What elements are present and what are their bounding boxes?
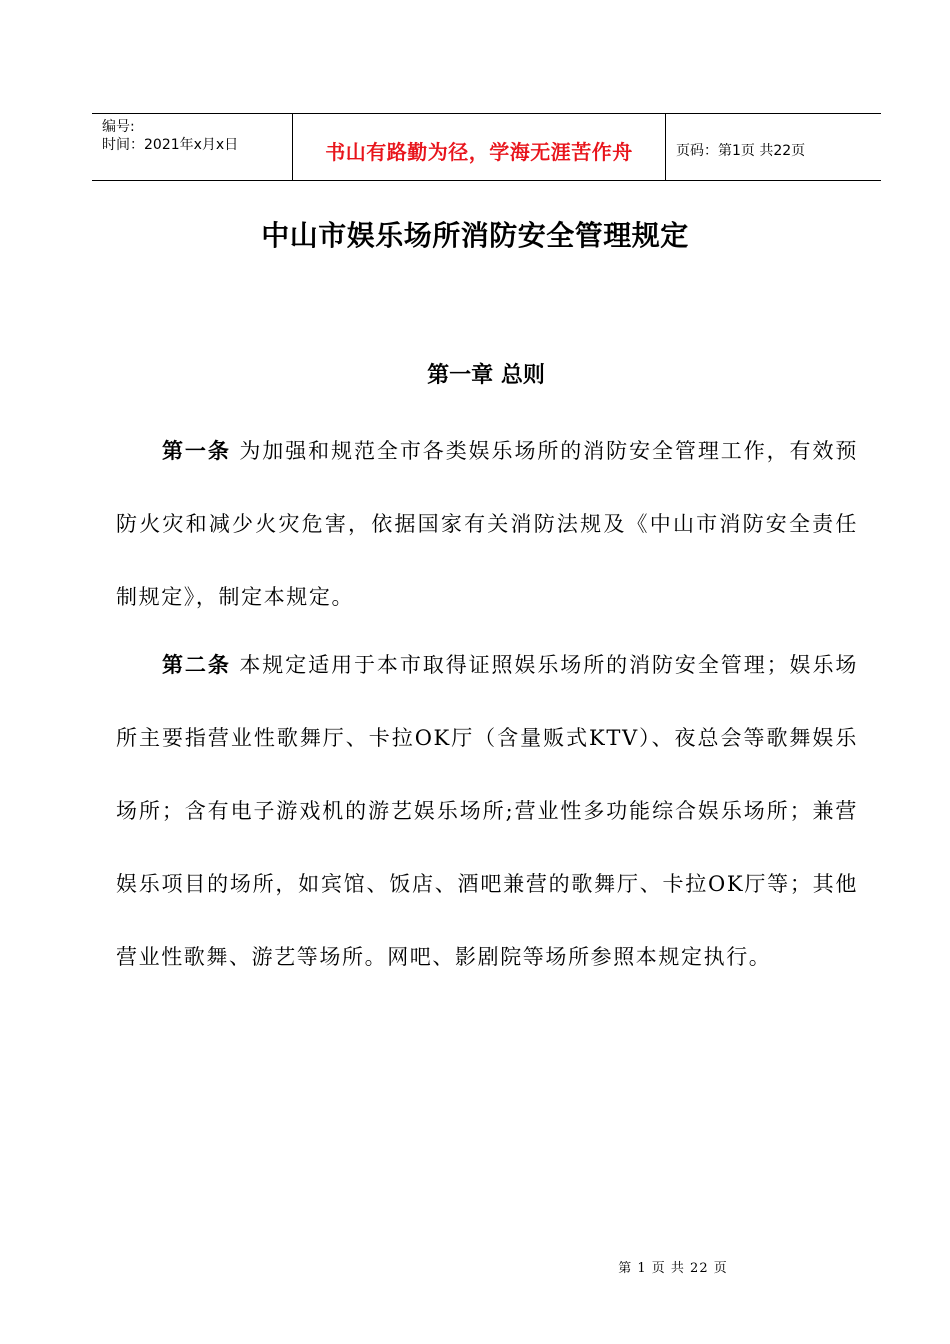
document-title: 中山市娱乐场所消防安全管理规定 — [261, 219, 689, 252]
article-1 — [116, 415, 858, 634]
header-page-info: 页码：第1页 共22页 — [676, 143, 806, 159]
page-footer: 第 1 页 共 22 页 — [618, 1261, 728, 1276]
header-motto: 书山有路勤为径，学海无涯苦作舟 — [325, 139, 633, 164]
article-2 — [116, 629, 858, 994]
serial-label: 编号: — [102, 119, 135, 135]
article-number: 第二条 — [162, 653, 231, 677]
article-text: 为加强和规范全市各类娱乐场所的消防安全管理工作，有效预防火灾和减少火灾危害，依据国家有关消防法规及《中山市消防安全责任制规定》，制定本规定。 — [116, 439, 858, 609]
article-text: 本规定适用于本市取得证照娱乐场所的消防安全管理；娱乐场所主要指营业性歌舞厅、卡拉OK厅（含量贩式KTV）、夜总会等歌舞娱乐场所；含有电子游戏机的游艺娱乐场所;营业性多功能综合娱乐场所；兼营娱乐项目的场所，如宾馆、饭店、酒吧兼营的歌舞厅、卡拉OK厅等；其他营业性歌舞、游艺等场所。网吧、影剧院等场所参照本规定执行。 — [116, 653, 858, 969]
time-label: 时间：2021年x月x日 — [102, 137, 239, 153]
page-header — [92, 113, 881, 181]
header-meta-cell — [92, 114, 293, 180]
header-page-cell — [666, 114, 881, 180]
article-number: 第一条 — [162, 439, 231, 463]
header-motto-cell — [293, 114, 666, 180]
chapter-title: 第一章 总则 — [427, 363, 545, 388]
